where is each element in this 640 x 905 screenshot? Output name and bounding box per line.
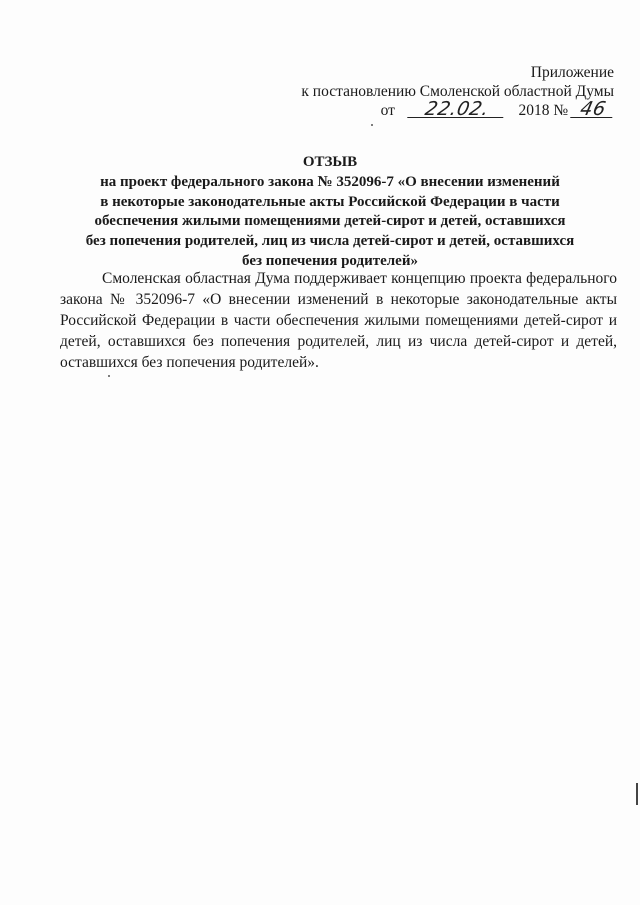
handwritten-number: 46 — [570, 101, 616, 118]
scan-speck — [108, 375, 110, 377]
title-heading: ОТЗЫВ — [302, 154, 358, 170]
document-title — [60, 153, 600, 272]
year-and-number-label: 2018 № — [518, 102, 569, 119]
appendix-resolution-reference: к постановлению Смоленской областной Думы — [301, 83, 614, 100]
date-prefix: от — [380, 102, 395, 119]
appendix-label: Приложение — [530, 64, 614, 81]
body-paragraph: Смоленская областная Дума поддерживает концепцию проекта федерального закона № 352096-7 «О внесении изменений в некоторые законодательные акты Российской Федерации в части обеспечения жилыми помещениями детей-сирот и детей, оставшихся без попечения родителей, лиц из числа детей-сирот и детей, оставшихся без попечения родителей». — [60, 270, 617, 371]
title-line-5: без попечения родителей» — [242, 252, 418, 269]
appendix-date-line — [301, 98, 614, 120]
handwritten-date: 22.02. — [407, 101, 507, 118]
title-line-2: в некоторые законодательные акты Российской Федерации в части — [100, 193, 560, 210]
title-line-4: без попечения родителей, лиц из числа детей-сирот и детей, оставшихся — [85, 233, 575, 250]
title-line-1: на проект федерального закона № 352096-7 «О внесении изменений — [100, 173, 560, 190]
title-line-3: обеспечения жилыми помещениями детей-сирот и детей, оставшихся — [94, 213, 566, 230]
scan-edge-mark — [636, 783, 638, 805]
scan-speck — [371, 124, 373, 126]
appendix-header — [301, 63, 614, 120]
